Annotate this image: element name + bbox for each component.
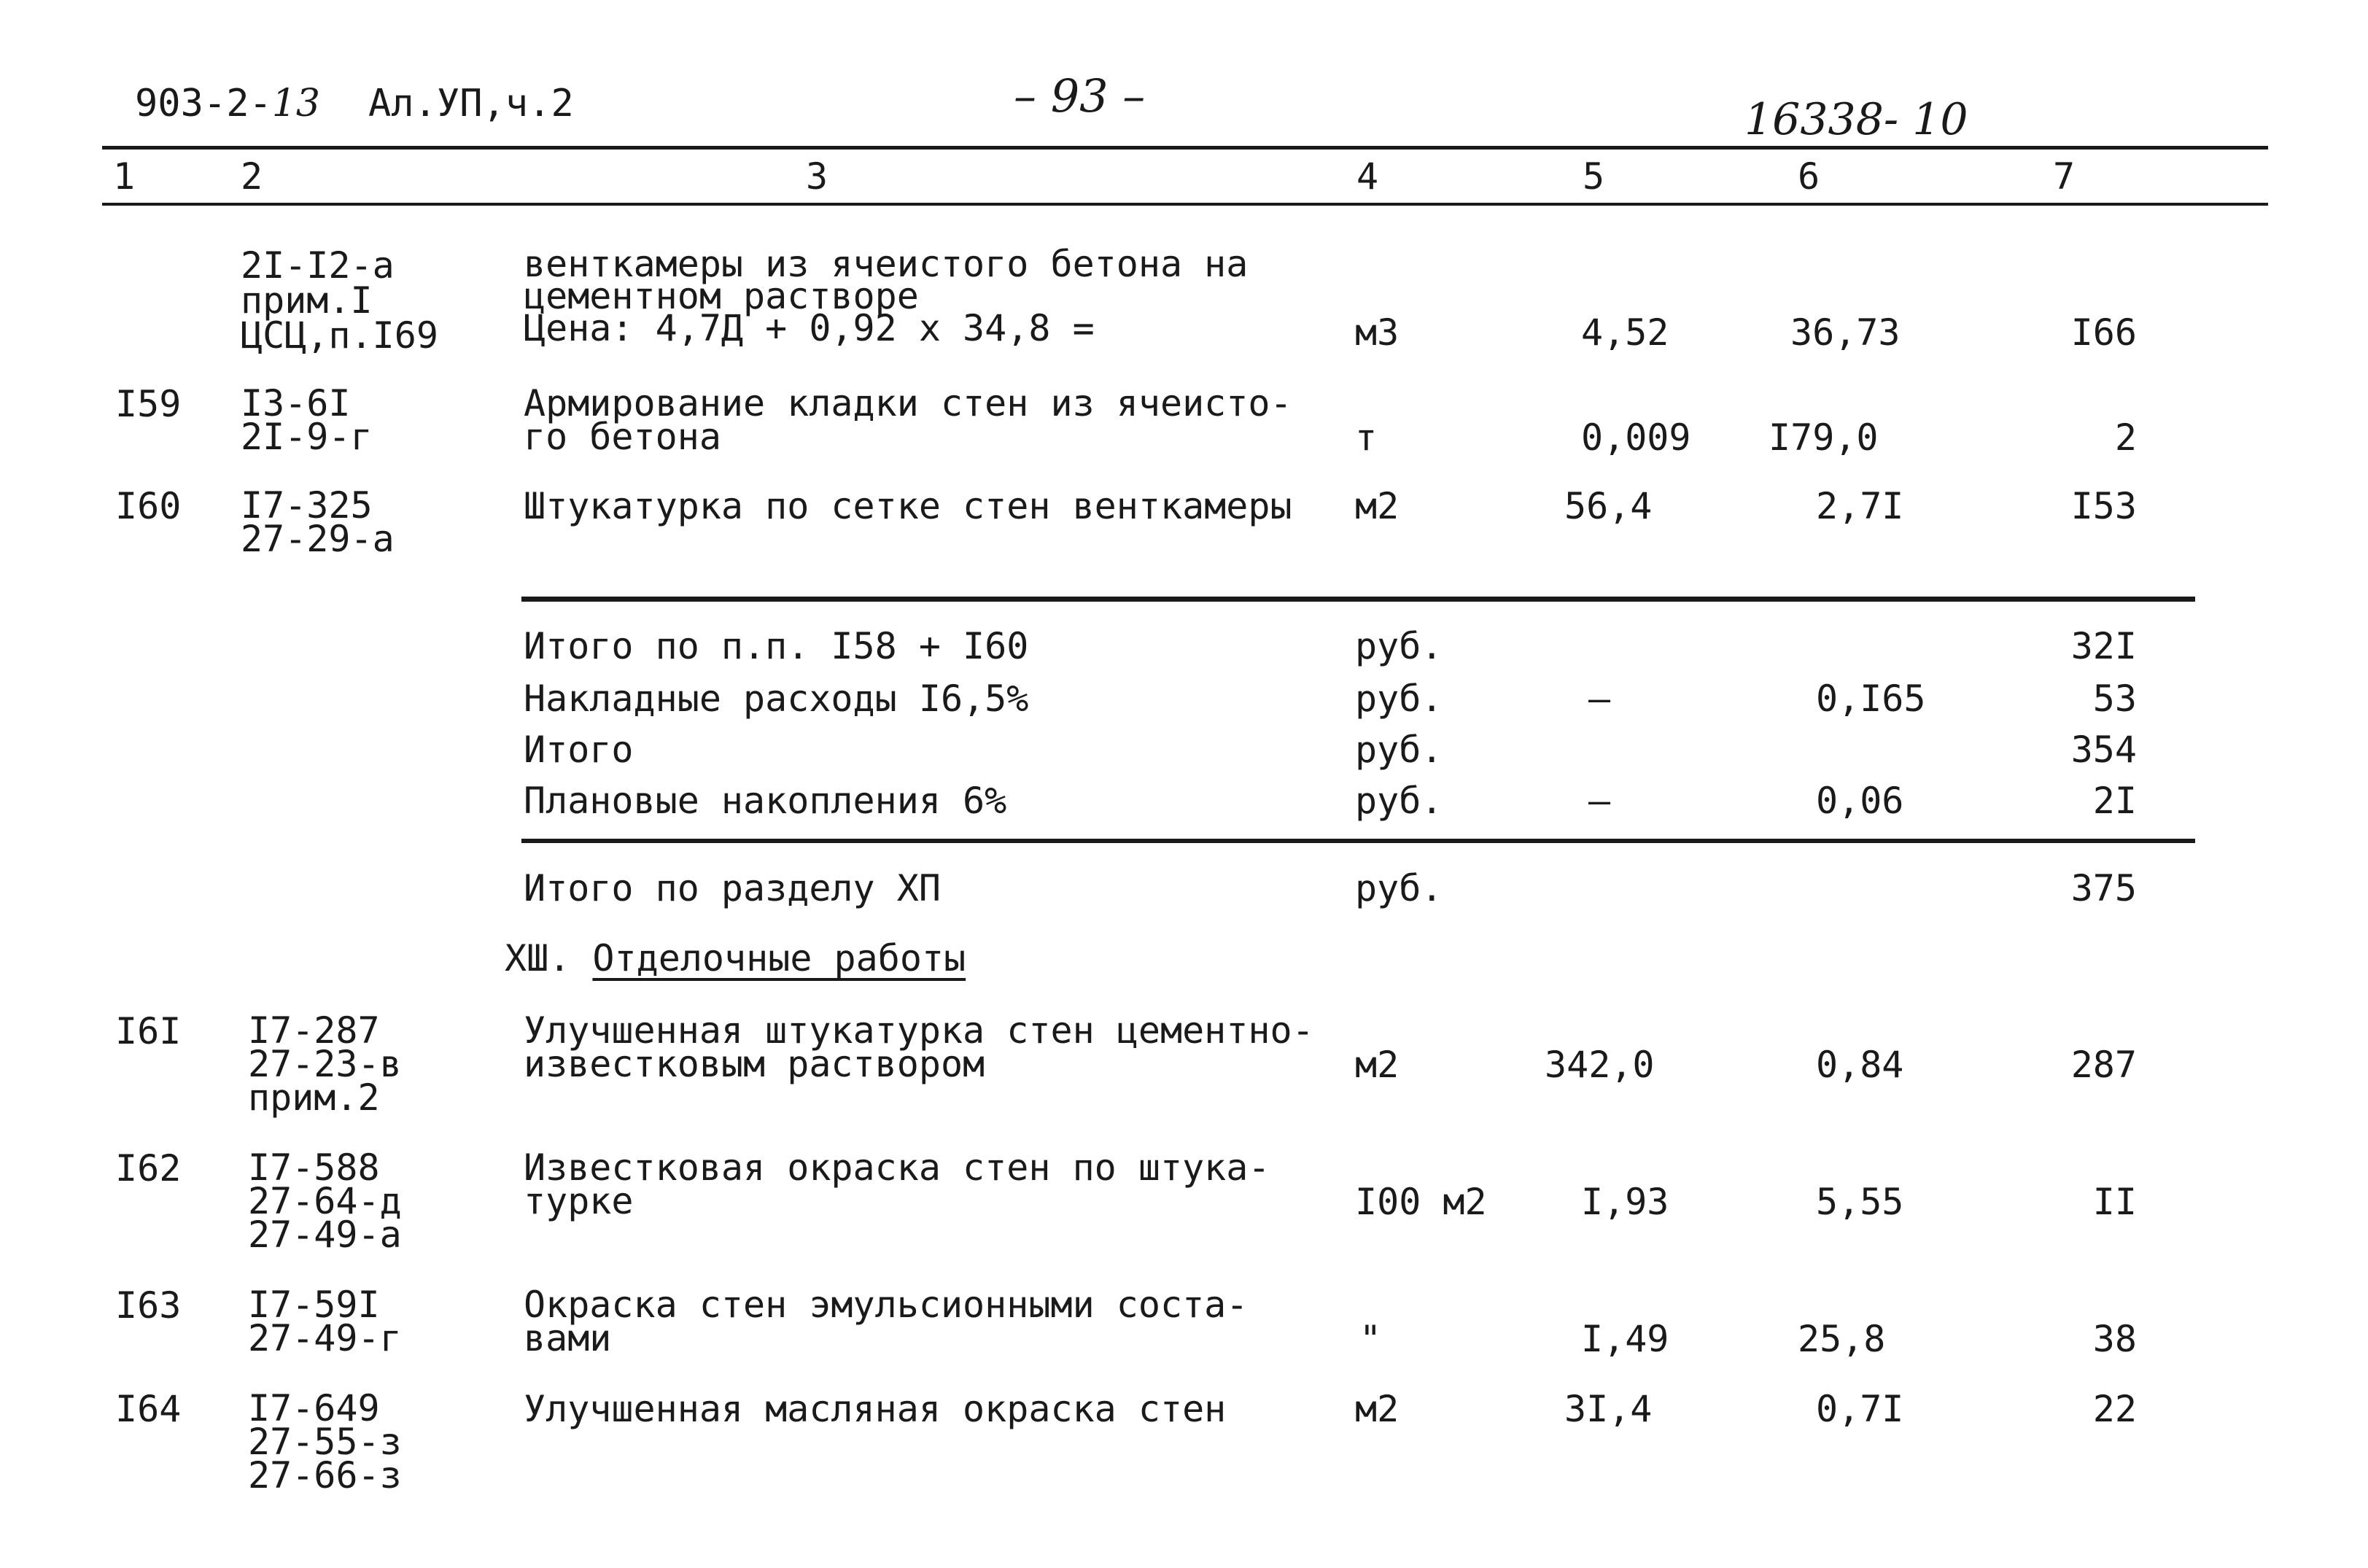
row-description: Армирование кладки стен из ячеисто- го бетона xyxy=(524,382,1292,458)
doc-code-prefix: 903-2- xyxy=(135,82,272,125)
row-unit: м3 xyxy=(1355,311,1400,354)
row-price: 25,8 xyxy=(1798,1318,1886,1360)
row-quantity: 342,0 xyxy=(1545,1044,1655,1086)
summary-rule-top xyxy=(521,597,2195,602)
section-heading-title: Отделочные работы xyxy=(592,937,966,979)
col-header-6: 6 xyxy=(1798,155,1820,198)
row-total: 2 xyxy=(2114,416,2137,459)
summary-unit: руб. xyxy=(1355,625,1443,667)
row-total: II xyxy=(2092,1181,2137,1223)
summary-quantity: – xyxy=(1588,678,1611,720)
row-quantity: I,49 xyxy=(1581,1318,1669,1360)
summary-rule-bottom xyxy=(521,839,2195,843)
summary-label: Накладные расходы I6,5% xyxy=(524,678,1029,720)
col-header-5: 5 xyxy=(1583,155,1605,198)
row-code: I7-649 27-55-з 27-66-з xyxy=(248,1387,402,1497)
summary-label: Итого по п.п. I58 + I60 xyxy=(524,625,1029,667)
row-number: I59 xyxy=(115,383,182,425)
row-unit: т xyxy=(1355,416,1378,459)
section-total-value: 375 xyxy=(2070,867,2137,909)
row-total: 287 xyxy=(2070,1044,2137,1086)
row-total: 22 xyxy=(2092,1388,2137,1430)
row-price: 2,7I xyxy=(1816,485,1904,527)
row-unit: м2 xyxy=(1355,1044,1400,1086)
row-description: Окраска стен эмульсионными соста- вами xyxy=(524,1284,1249,1359)
row-unit: I00 м2 xyxy=(1355,1181,1487,1223)
row-price: I79,0 xyxy=(1769,416,1879,459)
row-code: I7-287 27-23-в прим.2 xyxy=(248,1009,402,1119)
row-number: I64 xyxy=(115,1388,182,1430)
row-code: I7-325 27-29-а xyxy=(241,484,395,560)
col-header-3: 3 xyxy=(806,155,828,198)
summary-unit: руб. xyxy=(1355,678,1443,720)
row-code: 2I-I2-а прим.I ЦСЦ,п.I69 xyxy=(241,244,438,357)
row-quantity: I,93 xyxy=(1581,1181,1669,1223)
row-number: I62 xyxy=(115,1147,182,1189)
section-heading xyxy=(505,937,966,979)
row-description: венткамеры из ячеистого бетона на цементном растворе Цена: 4,7Д + 0,92 х 34,8 = xyxy=(524,243,1249,349)
summary-total: 32I xyxy=(2070,625,2137,667)
row-price: 36,73 xyxy=(1790,311,1901,354)
row-total: I66 xyxy=(2070,311,2137,354)
row-code: I3-6I 2I-9-г xyxy=(241,382,373,458)
row-code: I7-59I 27-49-г xyxy=(248,1284,402,1359)
row-quantity: 4,52 xyxy=(1581,311,1669,354)
row-total: I53 xyxy=(2070,485,2137,527)
page-number: – 93 – xyxy=(1014,69,1146,123)
col-header-7: 7 xyxy=(2053,155,2076,198)
album-ref: Ал.УП,ч.2 xyxy=(368,82,574,125)
summary-quantity: – xyxy=(1588,780,1611,822)
row-unit: м2 xyxy=(1355,485,1400,527)
row-number: I63 xyxy=(115,1284,182,1327)
row-description: Известковая окраска стен по штука- турке xyxy=(524,1146,1270,1222)
row-unit: м2 xyxy=(1355,1388,1400,1430)
doc-code xyxy=(135,82,321,125)
summary-total: 2I xyxy=(2092,780,2137,822)
summary-label: Плановые накопления 6% xyxy=(524,780,1007,822)
summary-total: 354 xyxy=(2070,729,2137,771)
col-header-1: 1 xyxy=(113,155,136,198)
col-header-2: 2 xyxy=(241,155,263,198)
row-price: 0,7I xyxy=(1816,1388,1904,1430)
row-description: Улучшенная масляная окраска стен xyxy=(524,1388,1227,1430)
section-total-label: Итого по разделу ХП xyxy=(524,867,941,909)
section-heading-number: ХШ. xyxy=(505,937,571,979)
header-rule-top xyxy=(102,146,2268,150)
doc-code-number: 13 xyxy=(271,82,321,125)
row-price: 0,84 xyxy=(1816,1044,1904,1086)
summary-price: 0,I65 xyxy=(1816,678,1926,720)
row-description: Улучшенная штукатурка стен цементно- известковым раствором xyxy=(524,1009,1314,1085)
row-number: I60 xyxy=(115,485,182,527)
row-quantity: 0,009 xyxy=(1581,416,1691,459)
row-quantity: 56,4 xyxy=(1564,485,1653,527)
inventory-number: 16338- 10 xyxy=(1744,94,1968,145)
summary-label: Итого xyxy=(524,729,634,771)
row-unit: " xyxy=(1359,1318,1382,1360)
row-quantity: 3I,4 xyxy=(1564,1388,1653,1430)
row-price: 5,55 xyxy=(1816,1181,1904,1223)
row-code: I7-588 27-64-д 27-49-а xyxy=(248,1146,402,1256)
summary-unit: руб. xyxy=(1355,729,1443,771)
row-number: I6I xyxy=(115,1010,182,1052)
row-total: 38 xyxy=(2092,1318,2137,1360)
header-rule-bottom xyxy=(102,203,2268,206)
summary-price: 0,06 xyxy=(1816,780,1904,822)
summary-unit: руб. xyxy=(1355,780,1443,822)
section-total-unit: руб. xyxy=(1355,867,1443,909)
summary-total: 53 xyxy=(2092,678,2137,720)
row-description: Штукатурка по сетке стен венткамеры xyxy=(524,485,1292,527)
col-header-4: 4 xyxy=(1356,155,1379,198)
